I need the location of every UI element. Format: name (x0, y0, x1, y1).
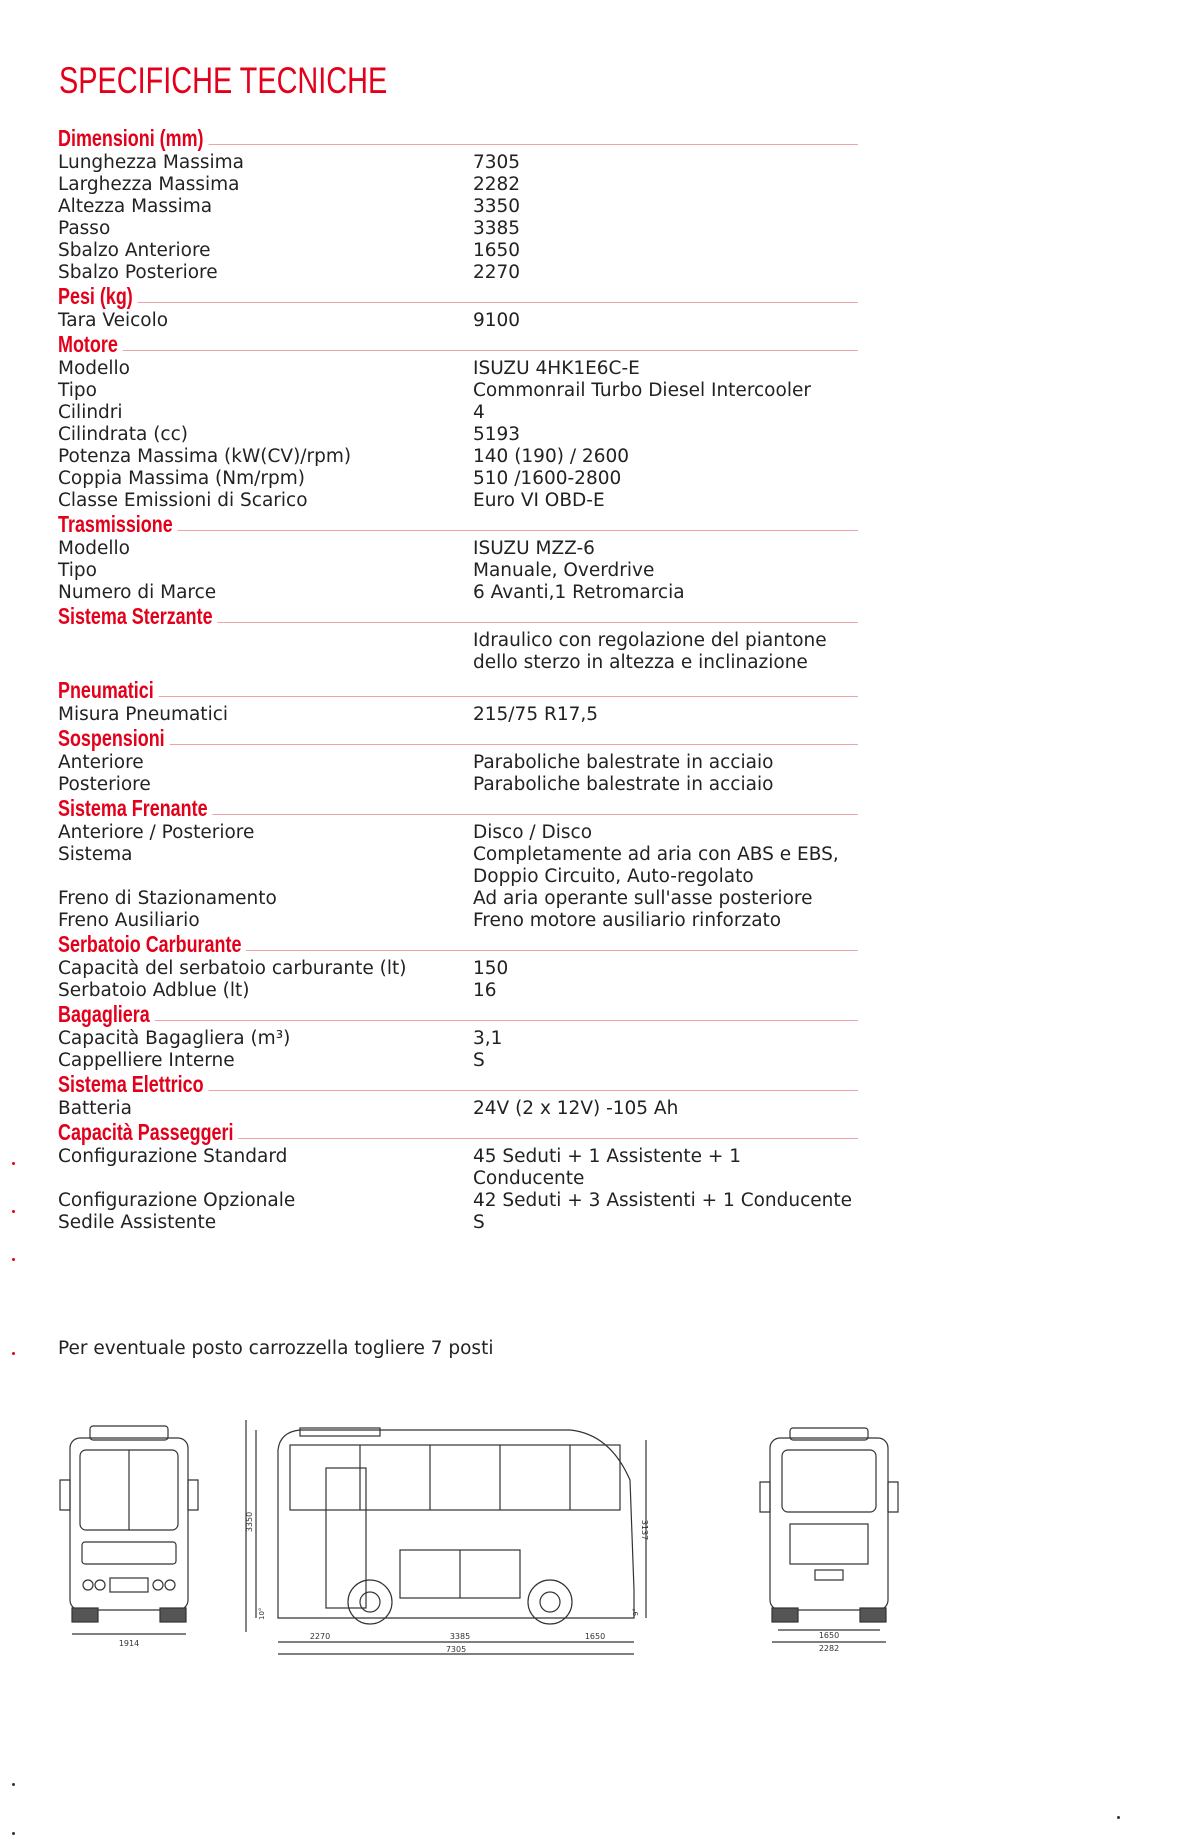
section-header (58, 604, 858, 630)
spec-row (58, 380, 858, 402)
side-height-label: 3350 (245, 1511, 254, 1533)
spec-label: Cilindrata (cc) (58, 424, 188, 445)
spec-value: 3,1 (473, 1028, 503, 1049)
spec-label: Serbatoio Adblue (lt) (58, 980, 250, 1001)
section-header (58, 1120, 858, 1146)
spec-section (58, 604, 858, 678)
section-title: Trasmissione (58, 511, 177, 537)
section-header (58, 284, 858, 310)
spec-label: Capacità del serbatoio carburante (lt) (58, 958, 407, 979)
rear-view (760, 1428, 898, 1642)
spec-row (58, 774, 858, 796)
spec-row (58, 560, 858, 582)
spec-row (58, 174, 858, 196)
spec-value: Completamente ad aria con ABS e EBS, Doppio Circuito, Auto-regolato (473, 844, 839, 887)
spec-row (58, 310, 858, 332)
side-height-right-label: 3137 (640, 1519, 649, 1541)
spec-row (58, 218, 858, 240)
section-title: Dimensioni (mm) (58, 125, 208, 151)
spec-label: Sbalzo Anteriore (58, 240, 211, 261)
spec-label: Capacità Bagagliera (m³) (58, 1028, 291, 1049)
spec-value: 5193 (473, 424, 521, 445)
spec-value: S (473, 1050, 485, 1071)
bus-technical-drawings (50, 1420, 920, 1660)
spec-value: Ad aria operante sull'asse posteriore (473, 888, 813, 909)
spec-value: 7305 (473, 152, 521, 173)
spec-row (58, 752, 858, 774)
spec-row (58, 402, 858, 424)
spec-label: Tipo (58, 560, 97, 581)
wheelchair-note: Per eventuale posto carrozzella togliere 7 posti (58, 1338, 494, 1359)
section-header (58, 932, 858, 958)
section-header (58, 1072, 858, 1098)
spec-label: Lunghezza Massima (58, 152, 244, 173)
spec-value: 3350 (473, 196, 521, 217)
spec-row (58, 1190, 858, 1212)
spec-value: 4 (473, 402, 485, 423)
wheelbase-label: 3385 (449, 1632, 471, 1641)
spec-value: 2282 (473, 174, 521, 195)
spec-label: Sistema (58, 844, 133, 865)
spec-label: Modello (58, 538, 131, 559)
section-title: Sistema Frenante (58, 795, 212, 821)
margin-dot (12, 1832, 15, 1835)
spec-value: Idraulico con regolazione del piantone dello sterzo in altezza e inclinazione (473, 630, 827, 673)
bus-drawing-svg (50, 1420, 920, 1660)
margin-dot (12, 1162, 15, 1165)
spec-label: Altezza Massima (58, 196, 213, 217)
spec-row (58, 910, 858, 932)
spec-section (58, 284, 858, 332)
spec-label: Sedile Assistente (58, 1212, 217, 1233)
rear-track-label: 1650 (818, 1631, 840, 1640)
spec-value: Disco / Disco (473, 822, 593, 843)
spec-label: Anteriore (58, 752, 144, 773)
section-header (58, 678, 858, 704)
section-title: Capacità Passeggeri (58, 1119, 238, 1145)
spec-row (58, 1028, 858, 1050)
spec-section (58, 332, 858, 512)
spec-row (58, 958, 858, 980)
spec-row (58, 630, 858, 674)
spec-row (58, 1212, 858, 1234)
section-title: Sistema Elettrico (58, 1071, 208, 1097)
section-header (58, 796, 858, 822)
side-view (246, 1420, 646, 1654)
section-title: Pneumatici (58, 677, 158, 703)
spec-row (58, 196, 858, 218)
spec-label: Classe Emissioni di Scarico (58, 490, 308, 511)
spec-row (58, 152, 858, 174)
spec-row (58, 262, 858, 284)
spec-value: Euro VI OBD-E (473, 490, 605, 511)
spec-value: Paraboliche balestrate in acciaio (473, 774, 774, 795)
rear-width-label: 2282 (818, 1644, 840, 1653)
spec-label: Misura Pneumatici (58, 704, 229, 725)
margin-dot (12, 1210, 15, 1213)
margin-dot (12, 1783, 15, 1786)
section-rule (58, 530, 858, 531)
spec-row (58, 468, 858, 490)
section-title: Serbatoio Carburante (58, 931, 246, 957)
spec-row (58, 1098, 858, 1120)
rear-overhang-label: 2270 (309, 1632, 331, 1641)
front-angle-label: 9° (632, 1608, 640, 1616)
spec-value: 140 (190) / 2600 (473, 446, 630, 467)
spec-row (58, 822, 858, 844)
spec-table (58, 126, 858, 1234)
spec-label: Anteriore / Posteriore (58, 822, 255, 843)
spec-value: 45 Seduti + 1 Assistente + 1 Conducente (473, 1146, 742, 1189)
spec-label: Larghezza Massima (58, 174, 240, 195)
section-title: Bagagliera (58, 1001, 154, 1027)
spec-value: ISUZU MZZ-6 (473, 538, 595, 559)
spec-value: 215/75 R17,5 (473, 704, 599, 725)
spec-label: Tara Veicolo (58, 310, 169, 331)
spec-label: Freno di Stazionamento (58, 888, 277, 909)
spec-label: Sbalzo Posteriore (58, 262, 218, 283)
spec-row (58, 446, 858, 468)
section-header (58, 726, 858, 752)
front-overhang-label: 1650 (584, 1632, 606, 1641)
spec-label: Configurazione Standard (58, 1146, 288, 1167)
spec-section (58, 126, 858, 284)
spec-label: Numero di Marce (58, 582, 217, 603)
section-rule (58, 1020, 858, 1021)
spec-value: 510 /1600-2800 (473, 468, 622, 489)
spec-row (58, 490, 858, 512)
section-header (58, 512, 858, 538)
spec-value: 1650 (473, 240, 521, 261)
spec-value: 2270 (473, 262, 521, 283)
section-header (58, 126, 858, 152)
spec-label: Tipo (58, 380, 97, 401)
margin-dot (12, 1258, 15, 1261)
spec-value: Commonrail Turbo Diesel Intercooler (473, 380, 811, 401)
spec-row (58, 582, 858, 604)
section-header (58, 332, 858, 358)
page-title: SPECIFICHE TECNICHE (59, 60, 388, 101)
spec-row (58, 358, 858, 380)
spec-label: Potenza Massima (kW(CV)/rpm) (58, 446, 352, 467)
spec-value: 42 Seduti + 3 Assistenti + 1 Conducente (473, 1190, 853, 1211)
section-title: Motore (58, 331, 122, 357)
spec-row (58, 1146, 858, 1190)
spec-row (58, 424, 858, 446)
spec-section (58, 1120, 858, 1234)
spec-row (58, 538, 858, 560)
spec-label: Cilindri (58, 402, 123, 423)
spec-label: Modello (58, 358, 131, 379)
section-rule (58, 302, 858, 303)
section-rule (58, 696, 858, 697)
spec-value: Manuale, Overdrive (473, 560, 655, 581)
spec-section (58, 932, 858, 1002)
spec-section (58, 1002, 858, 1072)
spec-row (58, 704, 858, 726)
section-header (58, 1002, 858, 1028)
spec-value: 150 (473, 958, 509, 979)
spec-value: 16 (473, 980, 497, 1001)
section-rule (58, 350, 858, 351)
spec-row (58, 240, 858, 262)
section-title: Pesi (kg) (58, 283, 137, 309)
spec-row (58, 1050, 858, 1072)
spec-label: Freno Ausiliario (58, 910, 200, 931)
spec-section (58, 1072, 858, 1120)
spec-label: Batteria (58, 1098, 132, 1119)
spec-row (58, 980, 858, 1002)
spec-section (58, 678, 858, 726)
spec-value: 6 Avanti,1 Retromarcia (473, 582, 685, 603)
spec-section (58, 726, 858, 796)
spec-value: ISUZU 4HK1E6C-E (473, 358, 640, 379)
margin-dot (1117, 1816, 1120, 1819)
spec-row (58, 844, 858, 888)
spec-value: 3385 (473, 218, 521, 239)
spec-section (58, 512, 858, 604)
spec-value: 24V (2 x 12V) -105 Ah (473, 1098, 679, 1119)
section-rule (58, 744, 858, 745)
spec-value: S (473, 1212, 485, 1233)
rear-angle-label: 10° (258, 1607, 266, 1620)
front-width-label: 1914 (118, 1639, 140, 1648)
spec-value: 9100 (473, 310, 521, 331)
spec-label: Posteriore (58, 774, 151, 795)
spec-label: Coppia Massima (Nm/rpm) (58, 468, 305, 489)
spec-value: Freno motore ausiliario rinforzato (473, 910, 782, 931)
spec-value: Paraboliche balestrate in acciaio (473, 752, 774, 773)
spec-row (58, 888, 858, 910)
spec-label: Passo (58, 218, 111, 239)
front-view (60, 1426, 198, 1634)
spec-label: Cappelliere Interne (58, 1050, 235, 1071)
spec-label: Configurazione Opzionale (58, 1190, 296, 1211)
total-length-label: 7305 (445, 1645, 467, 1654)
section-title: Sistema Sterzante (58, 603, 217, 629)
section-title: Sospensioni (58, 725, 169, 751)
margin-dot (12, 1352, 15, 1355)
spec-section (58, 796, 858, 932)
